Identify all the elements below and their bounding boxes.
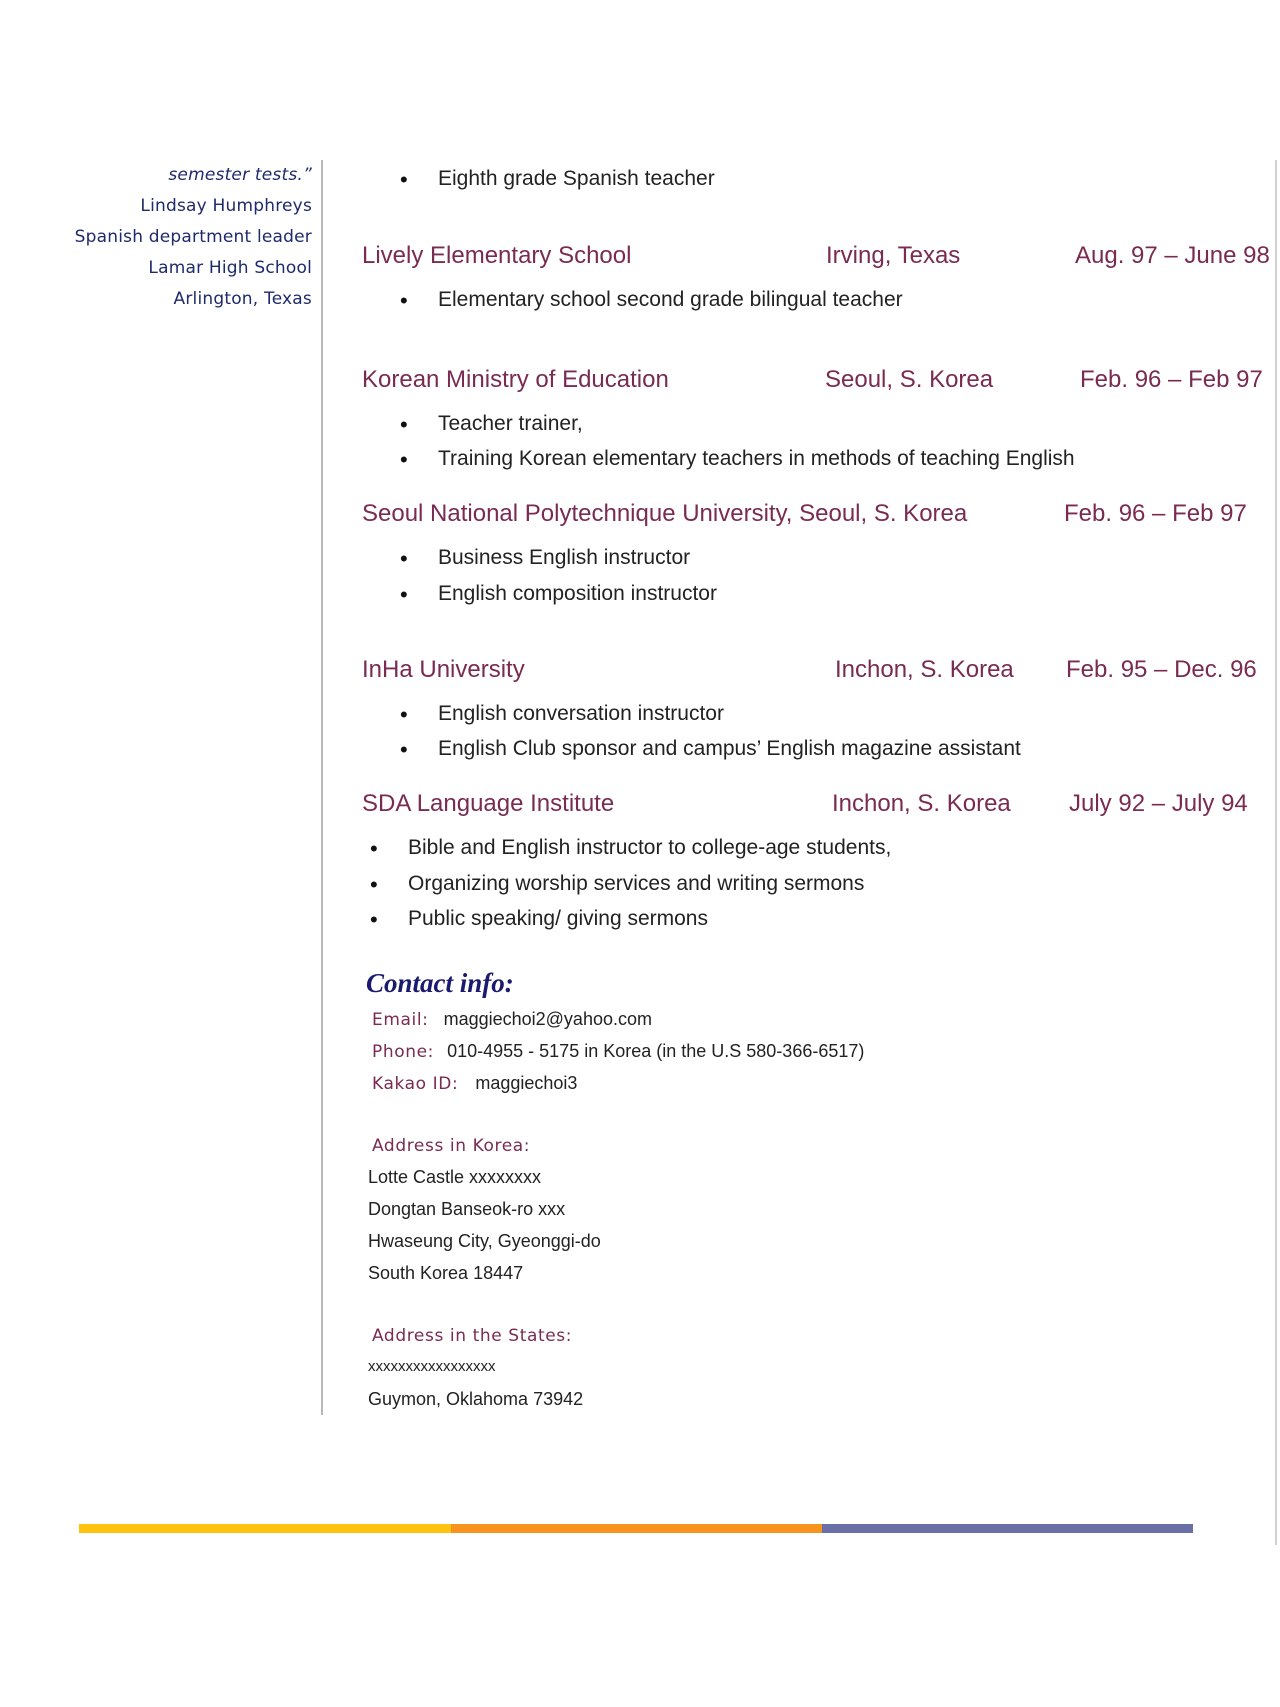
job-org: Korean Ministry of Education <box>362 366 669 393</box>
list-item: • Elementary school second grade bilingual teacher <box>438 288 903 312</box>
column-divider <box>321 160 323 1415</box>
kakao-value: maggiechoi3 <box>475 1073 578 1093</box>
footer-bar-yellow <box>79 1524 451 1533</box>
job-place: Inchon, S. Korea <box>835 656 1014 683</box>
job-org: Seoul National Polytechnique University, Seoul, S. Korea <box>362 500 968 527</box>
list-item: • Organizing worship services and writing sermons <box>408 872 864 896</box>
job-place: Irving, Texas <box>826 242 961 269</box>
reference-sidebar <box>0 160 312 315</box>
reference-location: Arlington, Texas <box>173 289 312 309</box>
phone-value: 010-4955 - 5175 in Korea (in the U.S 580-366-6517) <box>447 1041 865 1061</box>
address-line: Lotte Castle xxxxxxxx <box>368 1167 542 1187</box>
phone-row <box>372 1041 864 1062</box>
job-dates: Feb. 96 – Feb 97 <box>1064 500 1247 527</box>
address-line: South Korea 18447 <box>368 1263 524 1283</box>
address-line: Hwaseung City, Gyeonggi-do <box>368 1231 601 1251</box>
job-dates: Feb. 96 – Feb 97 <box>1080 366 1263 393</box>
list-item: • Public speaking/ giving sermons <box>408 907 708 931</box>
job-dates: Feb. 95 – Dec. 96 <box>1066 656 1257 683</box>
states-address-heading: Address in the States: <box>372 1326 573 1346</box>
email-row <box>372 1009 652 1030</box>
reference-title: Spanish department leader <box>74 227 312 247</box>
job-org: InHa University <box>362 656 525 683</box>
job-org: SDA Language Institute <box>362 790 615 817</box>
job-place: Seoul, S. Korea <box>825 366 994 393</box>
job-place: Inchon, S. Korea <box>832 790 1011 817</box>
list-item: • Training Korean elementary teachers in methods of teaching English <box>438 447 1075 471</box>
job-org: Lively Elementary School <box>362 242 632 269</box>
job-dates: Aug. 97 – June 98 <box>1075 242 1270 269</box>
list-item: • Bible and English instructor to college-age students, <box>408 836 891 860</box>
email-value[interactable]: maggiechoi2@yahoo.com <box>443 1009 652 1029</box>
job-heading <box>362 242 1270 276</box>
job-heading <box>362 500 1262 534</box>
contact-title: Contact info: <box>366 968 514 998</box>
footer-bar-orange <box>451 1524 822 1533</box>
reference-quote-end: semester tests.” <box>168 165 312 185</box>
list-item: • English conversation instructor <box>438 702 724 726</box>
list-item: • Eighth grade Spanish teacher <box>438 167 715 191</box>
list-item: • English composition instructor <box>438 582 717 606</box>
kakao-row <box>372 1073 577 1094</box>
reference-school: Lamar High School <box>148 258 312 278</box>
list-item: • Business English instructor <box>438 546 690 570</box>
address-line: Dongtan Banseok-ro xxx <box>368 1199 566 1219</box>
kakao-label: Kakao ID: <box>372 1074 459 1094</box>
footer-bar-purple <box>822 1524 1193 1533</box>
job-dates: July 92 – July 94 <box>1069 790 1248 817</box>
reference-name: Lindsay Humphreys <box>140 196 312 216</box>
email-label: Email: <box>372 1010 429 1030</box>
phone-label: Phone: <box>372 1042 434 1062</box>
job-heading <box>362 366 1262 400</box>
address-line: xxxxxxxxxxxxxxxxx <box>368 1358 496 1375</box>
list-item: • English Club sponsor and campus’ English magazine assistant <box>438 737 1021 761</box>
job-heading <box>362 790 1262 824</box>
address-line: Guymon, Oklahoma 73942 <box>368 1389 584 1409</box>
job-heading <box>362 656 1262 690</box>
korea-address-heading: Address in Korea: <box>372 1136 531 1156</box>
list-item: • Teacher trainer, <box>438 412 583 436</box>
right-edge-rule <box>1275 160 1277 1545</box>
